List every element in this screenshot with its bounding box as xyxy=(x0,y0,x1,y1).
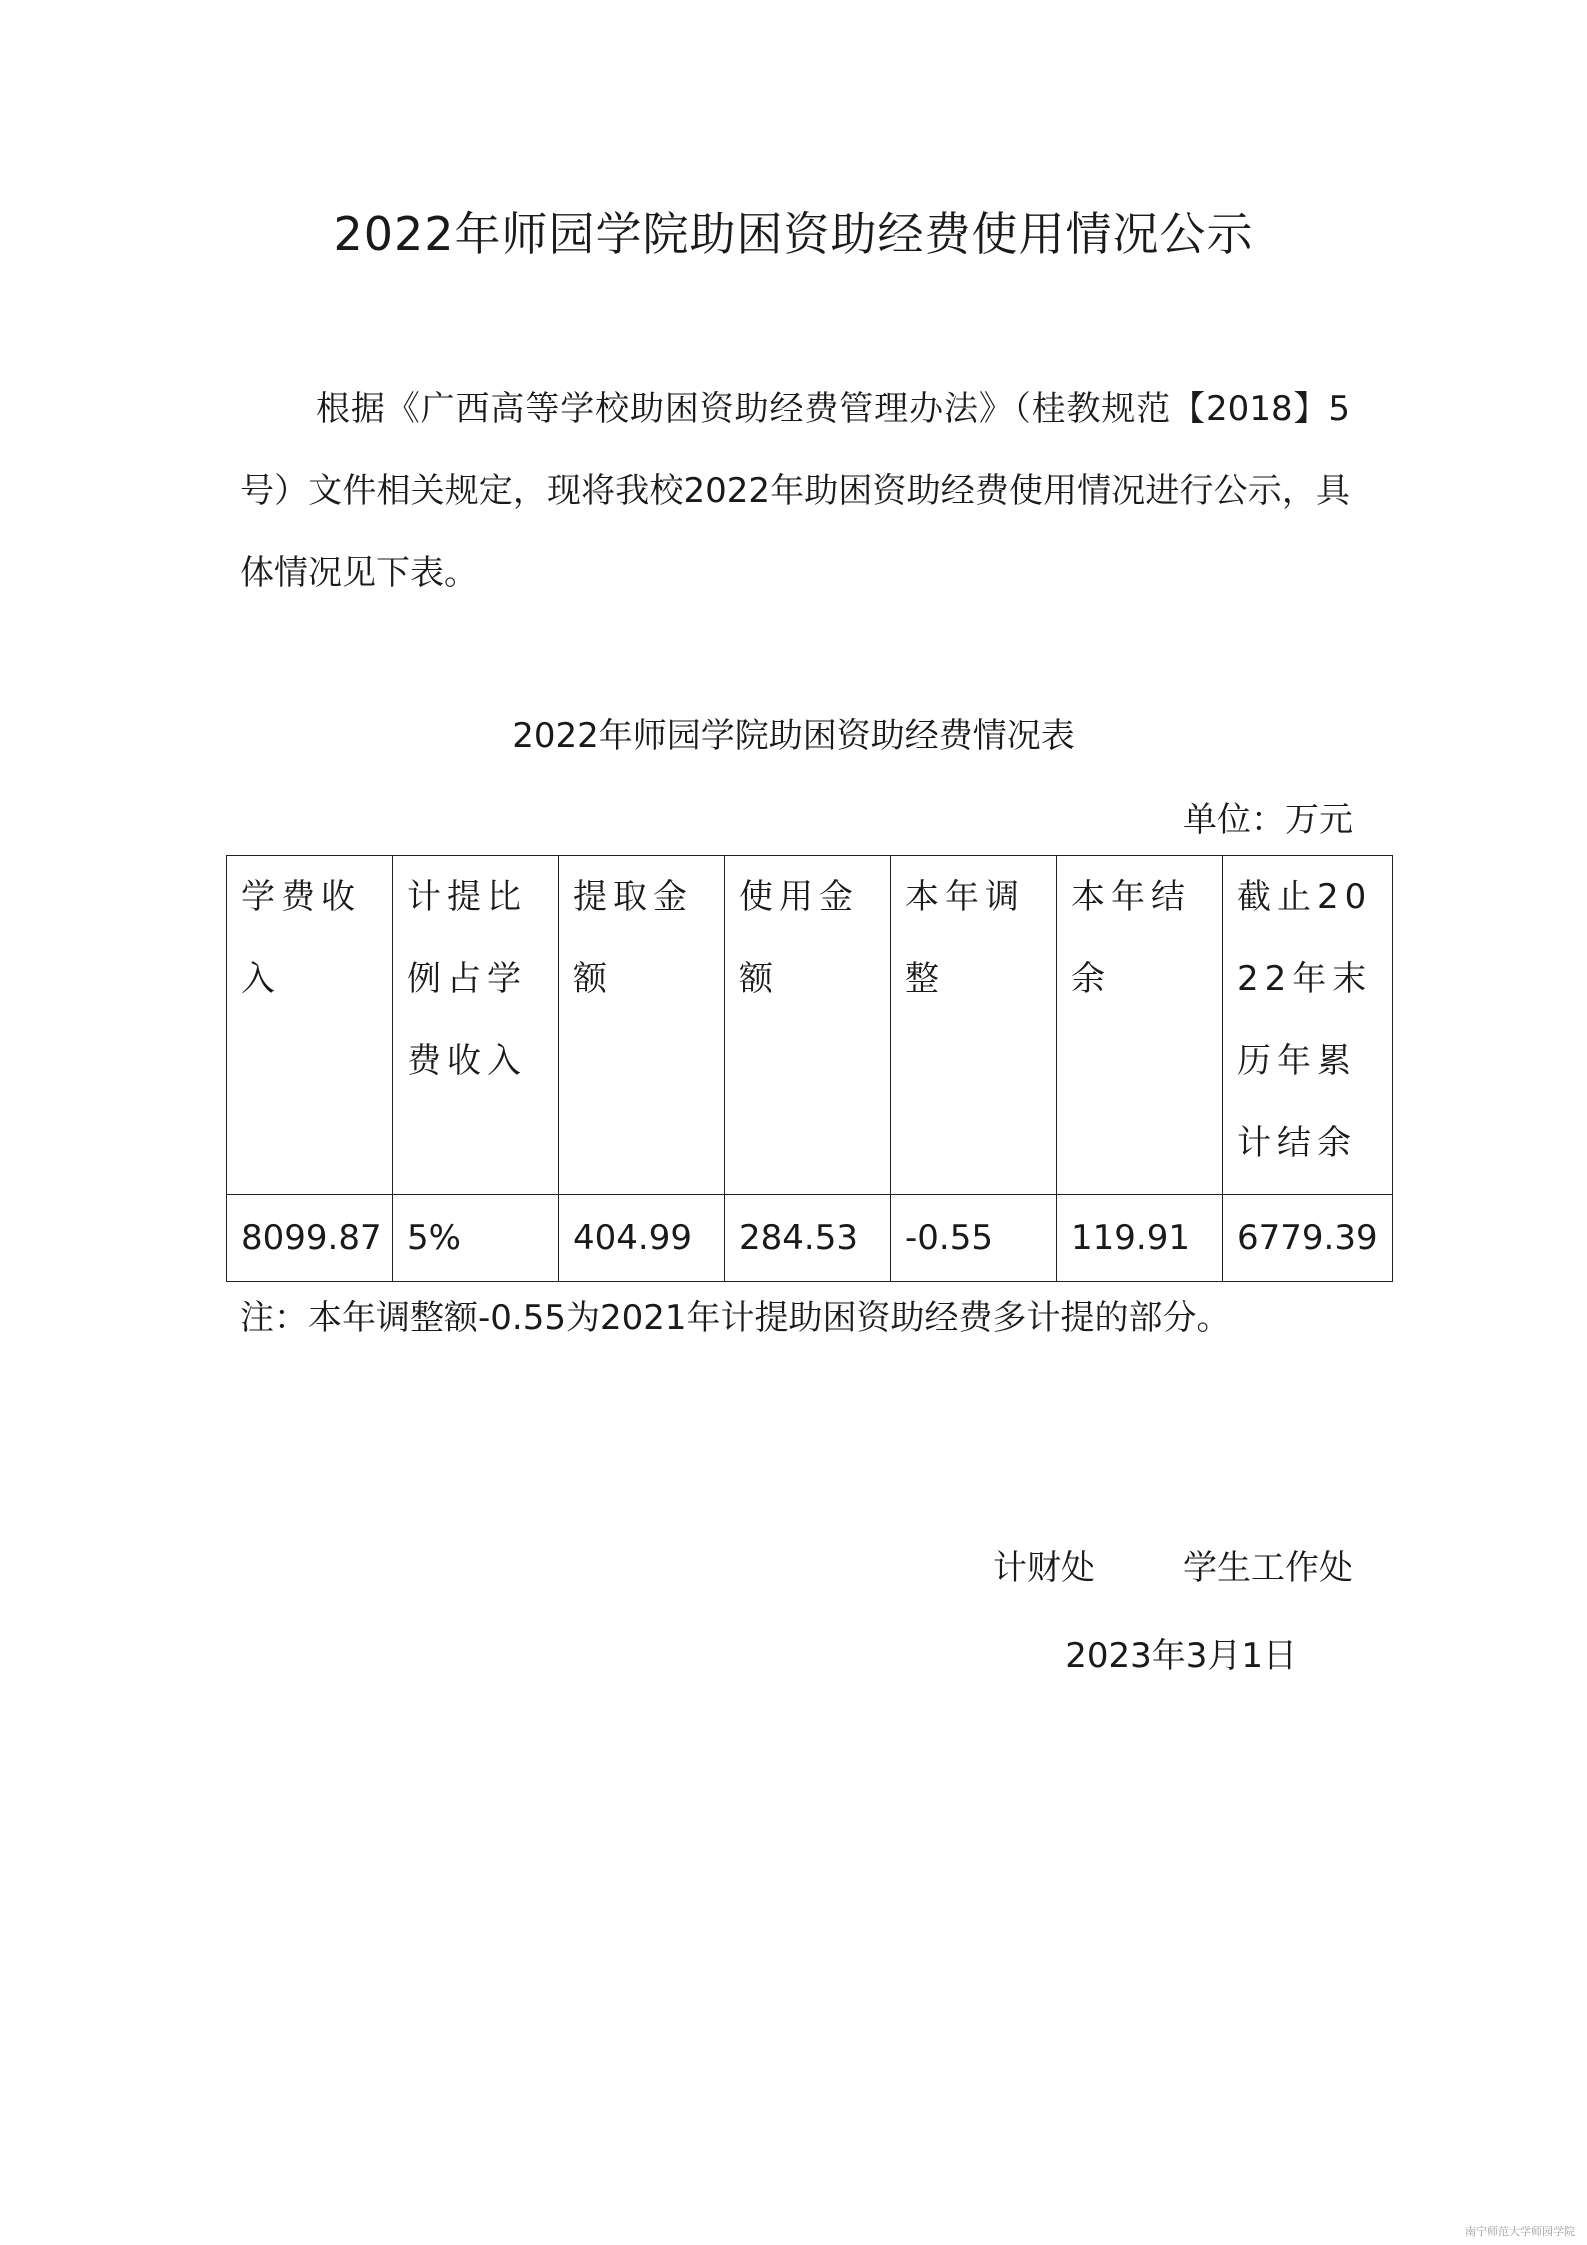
cell-cumulative-balance: 6779.39 xyxy=(1223,1195,1393,1282)
header-adjustment: 本年调整 xyxy=(891,856,1057,1195)
cell-ratio: 5% xyxy=(393,1195,559,1282)
header-ratio: 计提比例占学费收入 xyxy=(393,856,559,1195)
header-cumulative-balance: 截止2022年末历年累计结余 xyxy=(1223,856,1393,1195)
header-extracted-amount: 提取金额 xyxy=(559,856,725,1195)
cell-balance: 119.91 xyxy=(1057,1195,1223,1282)
cell-extracted-amount: 404.99 xyxy=(559,1195,725,1282)
note: 注：本年调整额-0.55为2021年计提助困资助经费多计提的部分。 xyxy=(240,1298,1231,1338)
intro-paragraph: 根据《广西高等学校助困资助经费管理办法》（桂教规范【2018】5号）文件相关规定，现将我校2022年助困资助经费使用情况进行公示，具体情况见下表。 xyxy=(240,389,1350,593)
header-used-amount: 使用金额 xyxy=(725,856,891,1195)
watermark: 南宁师范大学师园学院 xyxy=(1465,2225,1575,2238)
header-tuition-income: 学费收入 xyxy=(227,856,393,1195)
cell-adjustment: -0.55 xyxy=(891,1195,1057,1282)
unit-label: 单位：万元 xyxy=(1183,800,1353,840)
table-caption: 2022年师园学院助困资助经费情况表 xyxy=(512,716,1075,756)
date: 2023年3月1日 xyxy=(1065,1636,1297,1676)
signature-block xyxy=(905,1540,1353,1589)
fund-table xyxy=(226,855,1393,1282)
table-header-row xyxy=(227,856,1393,1195)
signature-finance-office: 计财处 xyxy=(993,1548,1095,1588)
table-row xyxy=(227,1195,1393,1282)
page-title: 2022年师园学院助困资助经费使用情况公示 xyxy=(333,207,1254,261)
cell-used-amount: 284.53 xyxy=(725,1195,891,1282)
cell-tuition-income: 8099.87 xyxy=(227,1195,393,1282)
signature-student-affairs: 学生工作处 xyxy=(1183,1548,1353,1588)
header-balance: 本年结余 xyxy=(1057,856,1223,1195)
